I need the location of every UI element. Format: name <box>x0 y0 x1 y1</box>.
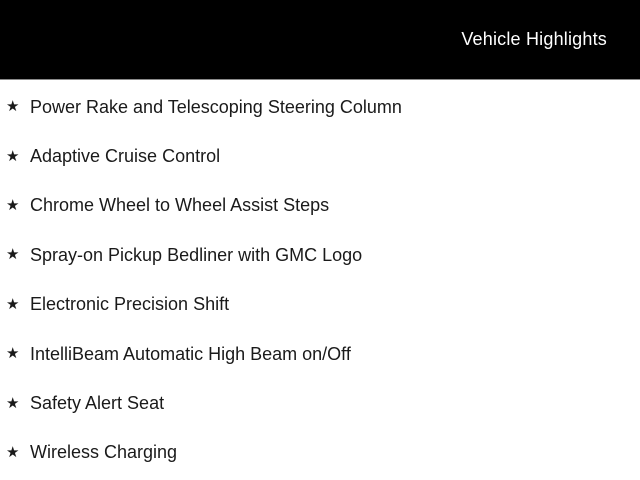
list-item-label: Power Rake and Telescoping Steering Column <box>30 96 402 117</box>
list-item-label: Spray-on Pickup Bedliner with GMC Logo <box>30 244 363 265</box>
list-item <box>0 131 640 180</box>
list-item <box>0 378 640 427</box>
star-icon: ★ <box>6 147 20 165</box>
list-item <box>0 428 640 477</box>
page-title: Vehicle Highlights <box>461 29 607 49</box>
highlights-list <box>0 82 640 477</box>
list-item-label: Electronic Precision Shift <box>30 294 230 315</box>
header-bar <box>0 0 640 80</box>
star-icon: ★ <box>6 295 20 313</box>
list-item-label: Chrome Wheel to Wheel Assist Steps <box>30 195 330 216</box>
star-icon: ★ <box>6 246 20 264</box>
list-item-label: Wireless Charging <box>30 442 178 463</box>
list-item <box>0 230 640 279</box>
star-icon: ★ <box>6 394 20 412</box>
list-item <box>0 82 640 131</box>
list-item <box>0 280 640 329</box>
star-icon: ★ <box>6 443 20 461</box>
list-item <box>0 181 640 230</box>
star-icon: ★ <box>6 345 20 363</box>
list-item-label: Safety Alert Seat <box>30 393 165 414</box>
star-icon: ★ <box>6 98 20 116</box>
star-icon: ★ <box>6 196 20 214</box>
list-item-label: IntelliBeam Automatic High Beam on/Off <box>30 343 351 364</box>
list-item <box>0 329 640 378</box>
list-item-label: Adaptive Cruise Control <box>30 146 221 167</box>
